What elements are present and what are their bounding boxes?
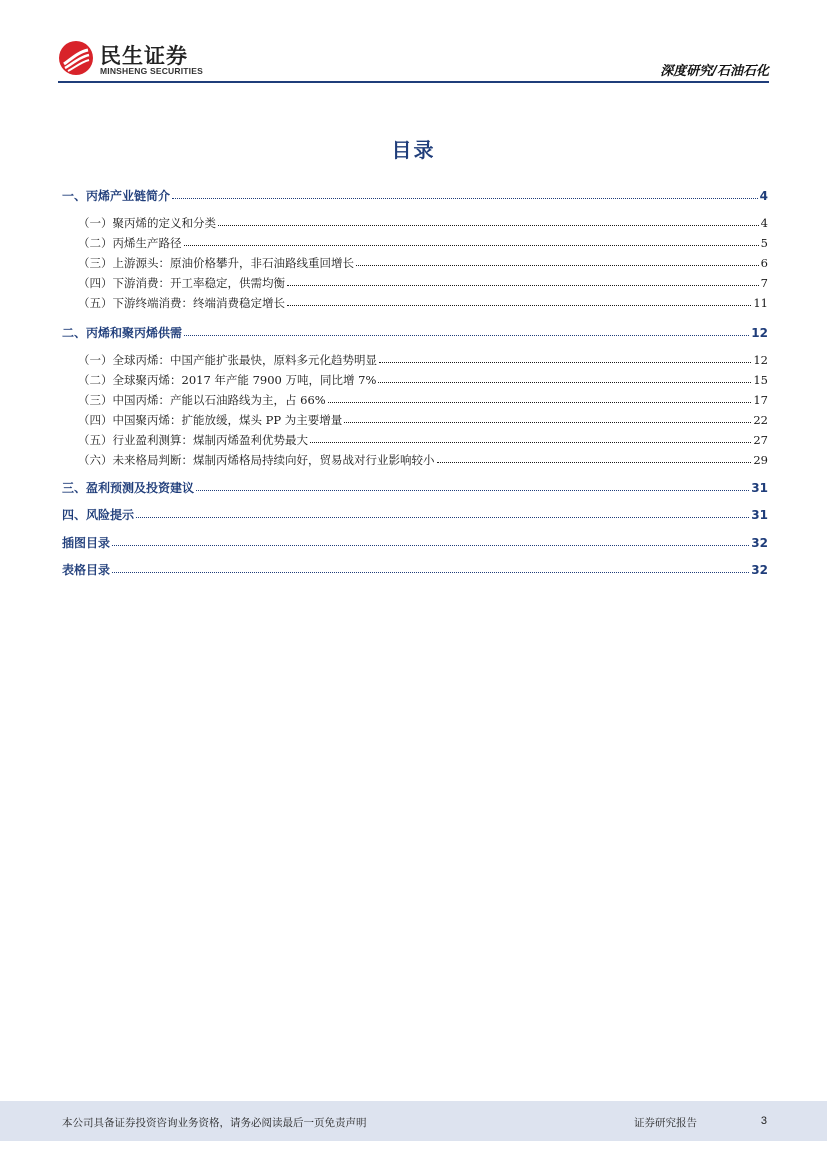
toc-entry-label: （二）全球聚丙烯：2017 年产能 7900 万吨，同比增 7%	[78, 373, 377, 387]
toc-entry-page: 12	[753, 353, 768, 367]
company-logo	[58, 38, 218, 82]
toc-entry[interactable]	[62, 275, 768, 291]
toc-entry-label: 插图目录	[62, 536, 111, 550]
toc-dot-leader	[112, 562, 749, 574]
toc-entry-page: 22	[753, 413, 768, 427]
toc-dot-leader	[287, 276, 759, 288]
toc-dot-leader	[328, 393, 752, 405]
logo-chinese-name: 民生证券	[100, 44, 188, 68]
toc-entry[interactable]	[62, 295, 768, 311]
toc-entry-page: 32	[751, 563, 768, 577]
toc-dot-leader	[310, 433, 751, 445]
toc-dot-leader	[112, 535, 749, 547]
toc-title: 目录	[391, 138, 436, 162]
page-header	[58, 38, 769, 82]
toc-entry[interactable]	[62, 187, 768, 204]
toc-entry-label: （四）下游消费：开工率稳定，供需均衡	[78, 276, 285, 290]
toc-entry-label: （四）中国聚丙烯：扩能放缓，煤头 PP 为主要增量	[78, 413, 343, 427]
toc-entry-page: 4	[759, 189, 768, 203]
toc-entry-page: 29	[753, 453, 768, 467]
toc-dot-leader	[172, 188, 758, 200]
toc-entry-label: 一、丙烯产业链简介	[62, 189, 171, 203]
toc-entry-page: 6	[760, 256, 768, 270]
logo-english-name: MINSHENG SECURITIES	[100, 66, 203, 76]
page-number: 3	[760, 1115, 767, 1127]
toc-dot-leader	[184, 325, 749, 337]
footer-report-type: 证券研究报告	[634, 1117, 697, 1129]
header-divider	[58, 81, 769, 83]
toc-entry[interactable]	[62, 432, 768, 448]
toc-entry[interactable]	[62, 235, 768, 251]
toc-dot-leader	[184, 236, 759, 248]
toc-entry-page: 15	[753, 373, 768, 387]
toc-entry[interactable]	[62, 215, 768, 231]
report-section: 深度研究/石油石化	[660, 64, 769, 79]
toc-entry-label: 四、风险提示	[62, 508, 135, 522]
toc-dot-leader	[379, 353, 751, 365]
toc-dot-leader	[196, 480, 749, 492]
toc-entry-page: 32	[751, 536, 768, 550]
toc-entry-label: （一）全球丙烯：中国产能扩张最快，原料多元化趋势明显	[78, 353, 377, 367]
toc-entry-label: （五）下游终端消费：终端消费稳定增长	[78, 296, 285, 310]
footer-disclaimer: 本公司具备证券投资咨询业务资格，请务必阅读最后一页免责声明	[62, 1117, 367, 1129]
toc-dot-leader	[356, 256, 759, 268]
toc-entry[interactable]	[62, 324, 768, 341]
toc-entry-label: （三）中国丙烯：产能以石油路线为主，占 66%	[78, 393, 326, 407]
toc-entry-label: （一）聚丙烯的定义和分类	[78, 216, 216, 230]
toc-entry-page: 11	[753, 296, 768, 310]
page-footer	[0, 1101, 827, 1141]
toc-entry-label: （五）行业盈利测算：煤制丙烯盈利优势最大	[78, 433, 308, 447]
toc-entry-label: （六）未来格局判断：煤制丙烯格局持续向好，贸易战对行业影响较小	[78, 453, 435, 467]
toc-entry-page: 12	[751, 326, 768, 340]
toc-entry[interactable]	[62, 352, 768, 368]
toc-entry-label: 三、盈利预测及投资建议	[62, 481, 195, 495]
toc-entry-label: 表格目录	[62, 563, 111, 577]
toc-entry[interactable]	[62, 506, 768, 523]
toc-entry-label: 二、丙烯和聚丙烯供需	[62, 326, 183, 340]
toc-entry-page: 5	[760, 236, 768, 250]
toc-entry-page: 4	[760, 216, 768, 230]
toc-entry-page: 31	[751, 481, 768, 495]
toc-entry[interactable]	[62, 561, 768, 578]
toc-dot-leader	[136, 507, 749, 519]
toc-dot-leader	[287, 296, 751, 308]
minsheng-logo-icon	[58, 40, 94, 76]
toc-entry[interactable]	[62, 479, 768, 496]
toc-dot-leader	[218, 216, 759, 228]
toc-dot-leader	[378, 373, 751, 385]
toc-dot-leader	[437, 453, 752, 465]
toc-entry-page: 27	[753, 433, 768, 447]
toc-entry[interactable]	[62, 372, 768, 388]
toc-entry-page: 31	[751, 508, 768, 522]
toc-entry[interactable]	[62, 452, 768, 468]
toc-entry-page: 17	[753, 393, 768, 407]
toc-entry-label: （三）上游源头：原油价格攀升，非石油路线重回增长	[78, 256, 354, 270]
toc-entry-page: 7	[760, 276, 768, 290]
toc-entry-label: （二）丙烯生产路径	[78, 236, 182, 250]
toc-entry[interactable]	[62, 412, 768, 428]
toc-entry[interactable]	[62, 255, 768, 271]
toc-dot-leader	[344, 413, 751, 425]
toc-entry[interactable]	[62, 534, 768, 551]
toc-entry[interactable]	[62, 392, 768, 408]
